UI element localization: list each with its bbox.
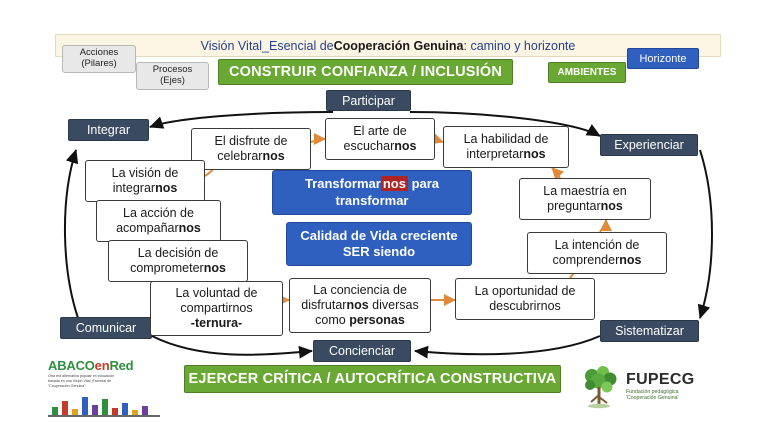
decision-line1: La decisión de <box>137 245 219 260</box>
t-c: para <box>407 176 440 192</box>
abaco-wordmark <box>48 358 168 373</box>
accion-l2b: nos <box>178 221 201 235</box>
conciencia-line1: La conciencia de <box>313 282 407 297</box>
abaco-name-c: Red <box>109 358 134 373</box>
box-oportunidad-descubrirnos <box>455 278 595 320</box>
conciencia-l2b: nos <box>346 297 369 312</box>
box-voluntad-compartirnos <box>150 281 283 336</box>
vision-line1: La visión de <box>111 165 179 180</box>
fupecg-text <box>626 371 694 401</box>
vision-line2 <box>113 181 178 196</box>
legend-procesos <box>136 62 209 90</box>
node-concienciar: Concienciar <box>313 340 411 362</box>
decision-l2a: comprometer <box>130 261 204 275</box>
label-ambientes: AMBIENTES <box>548 62 626 83</box>
arte-l2a: escuchar <box>343 139 395 153</box>
tree-icon <box>578 363 622 409</box>
accion-l2a: acompañar <box>116 221 179 235</box>
voluntad-line2: compartirnos <box>180 300 253 315</box>
box-accion-acompanarnos <box>96 200 221 242</box>
node-integrar: Integrar <box>68 119 149 141</box>
oportunidad-line2: descubrirnos <box>489 299 561 313</box>
box-decision-comprometernos <box>108 240 248 282</box>
node-participar: Participar <box>326 90 411 111</box>
abaco-sub1: Otra red alternativa popular en educación <box>48 374 115 378</box>
box-vision-integrarnos <box>85 160 205 202</box>
logo-fupecg <box>578 358 728 414</box>
box-calidad-line2: SER siendo <box>342 244 416 259</box>
abaco-name-b: en <box>94 358 110 373</box>
box-transformarnos <box>272 170 472 215</box>
title-bold: Cooperación Genuina <box>333 38 464 53</box>
box-calidad-de-vida <box>286 222 472 266</box>
maestria-line2 <box>547 199 623 214</box>
node-comunicar: Comunicar <box>60 317 152 339</box>
page-title <box>55 34 721 57</box>
title-lead: Visión Vital_Esencial de <box>200 38 334 53</box>
logo-abacoenred <box>48 358 168 414</box>
box-calidad-line1: Calidad de Vida creciente <box>300 227 458 243</box>
t-a: Transformar <box>304 176 381 192</box>
conciencia-l2a: disfrutar <box>301 297 347 312</box>
intencion-l2a: comprender <box>552 253 620 267</box>
habilidad-l2b: nos <box>523 147 546 161</box>
box-transformarnos-line2: transformar <box>335 192 409 208</box>
habilidad-line2 <box>466 147 545 162</box>
maestria-l2a: preguntar <box>547 199 601 213</box>
maestria-line1: La maestría en <box>543 183 627 198</box>
abaco-sub2: basada en una Visión Vital_Esencial de <box>48 379 112 384</box>
voluntad-line3 <box>191 316 242 331</box>
t-b: nos <box>382 176 406 192</box>
vision-l2a: integrar <box>112 181 156 195</box>
legend-acciones <box>62 45 136 73</box>
habilidad-line1: La habilidad de <box>463 131 549 146</box>
label-horizonte: Horizonte <box>627 48 699 69</box>
legend-acciones-line1: Acciones <box>79 47 119 59</box>
decision-line2 <box>130 261 226 276</box>
conciencia-l2c: diversas <box>368 297 419 312</box>
box-disfrute-celebrarnos <box>191 128 311 170</box>
fupecg-line1: Fundación pedagógica <box>626 389 679 395</box>
banner-construir-confianza: CONSTRUIR CONFIANZA / INCLUSIÓN <box>218 59 513 85</box>
abaco-sub <box>48 374 168 390</box>
box-intencion-comprendernos <box>527 232 667 274</box>
habilidad-l2a: interpretar <box>466 147 524 161</box>
abaco-name-a: ABACO <box>48 358 95 373</box>
conciencia-l3b: personas <box>349 313 405 328</box>
banner-ejercer-critica: EJERCER CRÍTICA / AUTOCRÍTICA CONSTRUCTIVA <box>184 365 561 393</box>
intencion-line2 <box>553 253 642 268</box>
box-arte-escucharnos <box>325 118 435 160</box>
fupecg-wordmark: FUPECG <box>626 371 695 388</box>
voluntad-line1: La voluntad de <box>175 285 258 300</box>
box-conciencia-disfrutarnos <box>289 278 431 333</box>
decision-l2b: nos <box>203 261 226 275</box>
arte-line1: El arte de <box>353 123 407 138</box>
node-sistematizar: Sistematizar <box>600 320 699 342</box>
legend-acciones-line2: (Pilares) <box>81 58 117 69</box>
disfrute-line1: El disfrute de <box>214 133 288 148</box>
intencion-line1: La intención de <box>554 237 640 252</box>
legend-procesos-line1: Procesos <box>152 64 193 76</box>
title-tail: : camino y horizonte <box>463 38 576 53</box>
abaco-sub3: "Cooperación Genuina" <box>48 384 86 389</box>
arte-line2 <box>344 139 417 154</box>
node-experienciar: Experienciar <box>600 134 698 156</box>
box-maestria-preguntarnos <box>519 178 651 220</box>
accion-line2 <box>116 221 201 236</box>
legend-procesos-line2: (Ejes) <box>160 75 185 86</box>
voluntad-l3: -ternura- <box>190 316 243 331</box>
disfrute-l2b: nos <box>262 149 285 163</box>
oportunidad-line1: La oportunidad de <box>474 283 576 298</box>
arte-l2b: nos <box>394 139 417 153</box>
disfrute-l2a: celebrar <box>217 149 263 163</box>
conciencia-line2 <box>301 298 418 313</box>
disfrute-line2 <box>217 149 284 164</box>
vision-l2b: nos <box>155 181 178 195</box>
maestria-l2b: nos <box>600 199 623 213</box>
box-habilidad-interpretarnos <box>443 126 569 168</box>
fupecg-line2: 'Cooperación Genuina' <box>626 395 679 401</box>
abaco-abacus-icon <box>48 393 168 417</box>
intencion-l2b: nos <box>619 253 642 267</box>
accion-line1: La acción de <box>123 205 194 220</box>
conciencia-l3a: como <box>315 313 350 328</box>
box-transformarnos-line1 <box>305 176 439 192</box>
conciencia-line3 <box>315 313 405 328</box>
